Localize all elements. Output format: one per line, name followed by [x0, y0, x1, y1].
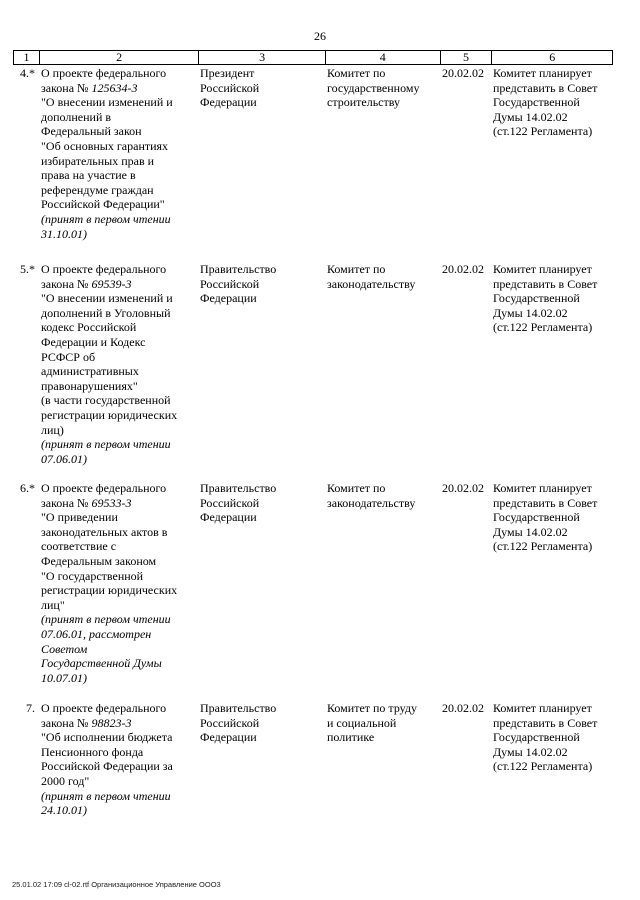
note-line: (ст.122 Регламента) — [493, 539, 593, 554]
bill-title-line: дополнений в — [41, 109, 112, 124]
bill-number: 98823-3 — [91, 715, 132, 730]
bill-title-line: законодательных актов в — [41, 524, 168, 539]
committee-line: Комитет по — [327, 66, 386, 80]
bill-title — [38, 66, 198, 241]
author-line: Российской — [200, 80, 260, 95]
row-number: 4.* — [20, 66, 35, 80]
author-line: Правительство — [200, 481, 277, 495]
note-cell — [492, 481, 613, 685]
note-line: Государственной — [493, 95, 580, 110]
row-number: 6.* — [20, 481, 35, 495]
note-line: Государственной — [493, 510, 580, 525]
bill-title-line: О проекте федерального — [41, 481, 167, 495]
header-col-3: 3 — [198, 51, 325, 64]
bill-title-line: Федеральным законом — [41, 553, 157, 568]
note-line: Думы 14.02.02 — [493, 524, 568, 539]
table-row — [13, 66, 613, 241]
committee-line: государственному — [327, 80, 420, 95]
page-number: 26 — [314, 29, 326, 43]
date-value: 20.02.02 — [442, 66, 484, 80]
bill-title-line: (в части государственной — [41, 393, 171, 408]
footer-text: 25.01.02 17:09 cl-02.rtf Организационное Управление ООО3 — [12, 880, 221, 889]
header-col-2: 2 — [39, 51, 198, 64]
responsible-committee — [325, 66, 440, 241]
bill-title-line: РСФСР об — [41, 349, 96, 364]
note-line: Думы 14.02.02 — [493, 744, 568, 759]
bill-title-line: права на участие в — [41, 168, 136, 183]
bill-number-line: закона № 125634-3 — [41, 80, 138, 95]
bill-title-line: дополнений в Уголовный — [41, 305, 171, 320]
bill-status-line: 24.10.01) — [41, 803, 87, 818]
bill-title-line: административных — [41, 364, 139, 379]
date-cell — [440, 481, 492, 685]
date-value: 20.02.02 — [442, 701, 484, 715]
bill-status-line: 10.07.01) — [41, 670, 87, 685]
bill-author — [198, 701, 325, 818]
committee-line: Комитет по — [327, 481, 386, 495]
bill-title-line: "О государственной — [41, 568, 144, 583]
committee-line: законодательству — [327, 276, 416, 291]
author-line: Российской — [200, 495, 260, 510]
note-cell — [492, 701, 613, 818]
note-line: Государственной — [493, 291, 580, 306]
committee-line: и социальной — [327, 715, 397, 730]
date-value: 20.02.02 — [442, 481, 484, 495]
note-line: Комитет планирует — [493, 481, 592, 495]
row-number: 5.* — [20, 262, 35, 276]
bill-title-line: кодекс Российской — [41, 320, 137, 335]
header-col-1: 1 — [23, 50, 30, 64]
note-line: Думы 14.02.02 — [493, 305, 568, 320]
bill-author — [198, 481, 325, 685]
row-number: 7. — [26, 701, 35, 715]
date-value: 20.02.02 — [442, 262, 484, 276]
note-line: Комитет планирует — [493, 66, 592, 80]
committee-line: Комитет по — [327, 262, 386, 276]
header-col-4: 4 — [325, 51, 440, 64]
bill-number: 69539-3 — [91, 276, 132, 291]
bill-title-line: О проекте федерального — [41, 262, 167, 276]
bill-status-line: Государственной Думы — [41, 656, 162, 671]
bill-status-line: Советом — [41, 641, 88, 656]
author-line: Правительство — [200, 701, 277, 715]
bill-title-line: Федерации и Кодекс — [41, 334, 146, 349]
bill-title-line: регистрации юридических — [41, 407, 178, 422]
author-line: Федерации — [200, 510, 257, 525]
bill-status-line: 07.06.01, рассмотрен — [41, 626, 152, 641]
responsible-committee — [325, 701, 440, 818]
bill-number-line: закона № 69533-3 — [41, 495, 132, 510]
table-row — [13, 481, 613, 685]
date-cell — [440, 66, 492, 241]
bill-title-line: Федеральный закон — [41, 124, 142, 139]
author-line: Российской — [200, 276, 260, 291]
author-line: Российской — [200, 715, 260, 730]
bill-status-line: (принят в первом чтении — [41, 211, 171, 226]
bill-title-line: Российской Федерации за — [41, 759, 173, 774]
note-line: представить в Совет — [493, 495, 598, 510]
committee-line: Комитет по труду — [327, 701, 418, 715]
committee-line: строительству — [327, 95, 400, 110]
table-row — [13, 701, 613, 818]
bill-title-line: регистрации юридических — [41, 583, 178, 598]
note-line: (ст.122 Регламента) — [493, 759, 593, 774]
bill-title-line: Пенсионного фонда — [41, 744, 144, 759]
bill-title — [38, 701, 198, 818]
bill-title-line: соответствие с — [41, 539, 117, 554]
bill-number: 69533-3 — [91, 495, 132, 510]
note-line: (ст.122 Регламента) — [493, 124, 593, 139]
bill-title-line: Российской Федерации" — [41, 197, 165, 212]
bill-number-line: закона № 69539-3 — [41, 276, 132, 291]
date-cell — [440, 262, 492, 466]
bill-title-line: "О приведении — [41, 510, 118, 525]
bill-status-line: (принят в первом чтении — [41, 437, 171, 452]
author-line: Президент — [200, 66, 255, 80]
bill-number-line: закона № 98823-3 — [41, 715, 132, 730]
bill-title-line: "Об исполнении бюджета — [41, 730, 173, 745]
header-col-6: 6 — [491, 51, 612, 64]
bill-title-line: референдуме граждан — [41, 182, 154, 197]
bill-title-line: правонарушениях" — [41, 378, 138, 393]
author-line: Федерации — [200, 730, 257, 745]
responsible-committee — [325, 481, 440, 685]
date-cell — [440, 701, 492, 818]
bill-status-line: (принят в первом чтении — [41, 612, 171, 627]
responsible-committee — [325, 262, 440, 466]
committee-line: законодательству — [327, 495, 416, 510]
bill-status-line: 07.06.01) — [41, 451, 87, 466]
bill-title-line: "О внесении изменений и — [41, 95, 173, 110]
note-line: Думы 14.02.02 — [493, 109, 568, 124]
bill-title-line: "О внесении изменений и — [41, 291, 173, 306]
bill-author — [198, 66, 325, 241]
bill-title-line: О проекте федерального — [41, 701, 167, 715]
note-line: Государственной — [493, 730, 580, 745]
bill-title-line: "Об основных гарантиях — [41, 138, 169, 153]
bill-number: 125634-3 — [91, 80, 138, 95]
note-line: Комитет планирует — [493, 262, 592, 276]
author-line: Правительство — [200, 262, 277, 276]
bill-title-line: 2000 год" — [41, 773, 90, 788]
note-line: Комитет планирует — [493, 701, 592, 715]
author-line: Федерации — [200, 291, 257, 306]
note-line: представить в Совет — [493, 715, 598, 730]
table-row — [13, 262, 613, 466]
table-header-row — [13, 50, 613, 65]
author-line: Федерации — [200, 95, 257, 110]
bill-title-line: лиц) — [41, 422, 64, 437]
bill-title-line: избирательных прав и — [41, 153, 155, 168]
note-line: представить в Совет — [493, 80, 598, 95]
note-cell — [492, 262, 613, 466]
bill-title-line: лиц" — [41, 597, 65, 612]
bill-title-line: О проекте федерального — [41, 66, 167, 80]
header-col-5: 5 — [440, 51, 492, 64]
committee-line: политике — [327, 730, 375, 745]
bill-author — [198, 262, 325, 466]
note-line: представить в Совет — [493, 276, 598, 291]
bill-title — [38, 481, 198, 685]
note-line: (ст.122 Регламента) — [493, 320, 593, 335]
bill-title — [38, 262, 198, 466]
bill-status-line: (принят в первом чтении — [41, 788, 171, 803]
note-cell — [492, 66, 613, 241]
bill-status-line: 31.10.01) — [41, 226, 87, 241]
